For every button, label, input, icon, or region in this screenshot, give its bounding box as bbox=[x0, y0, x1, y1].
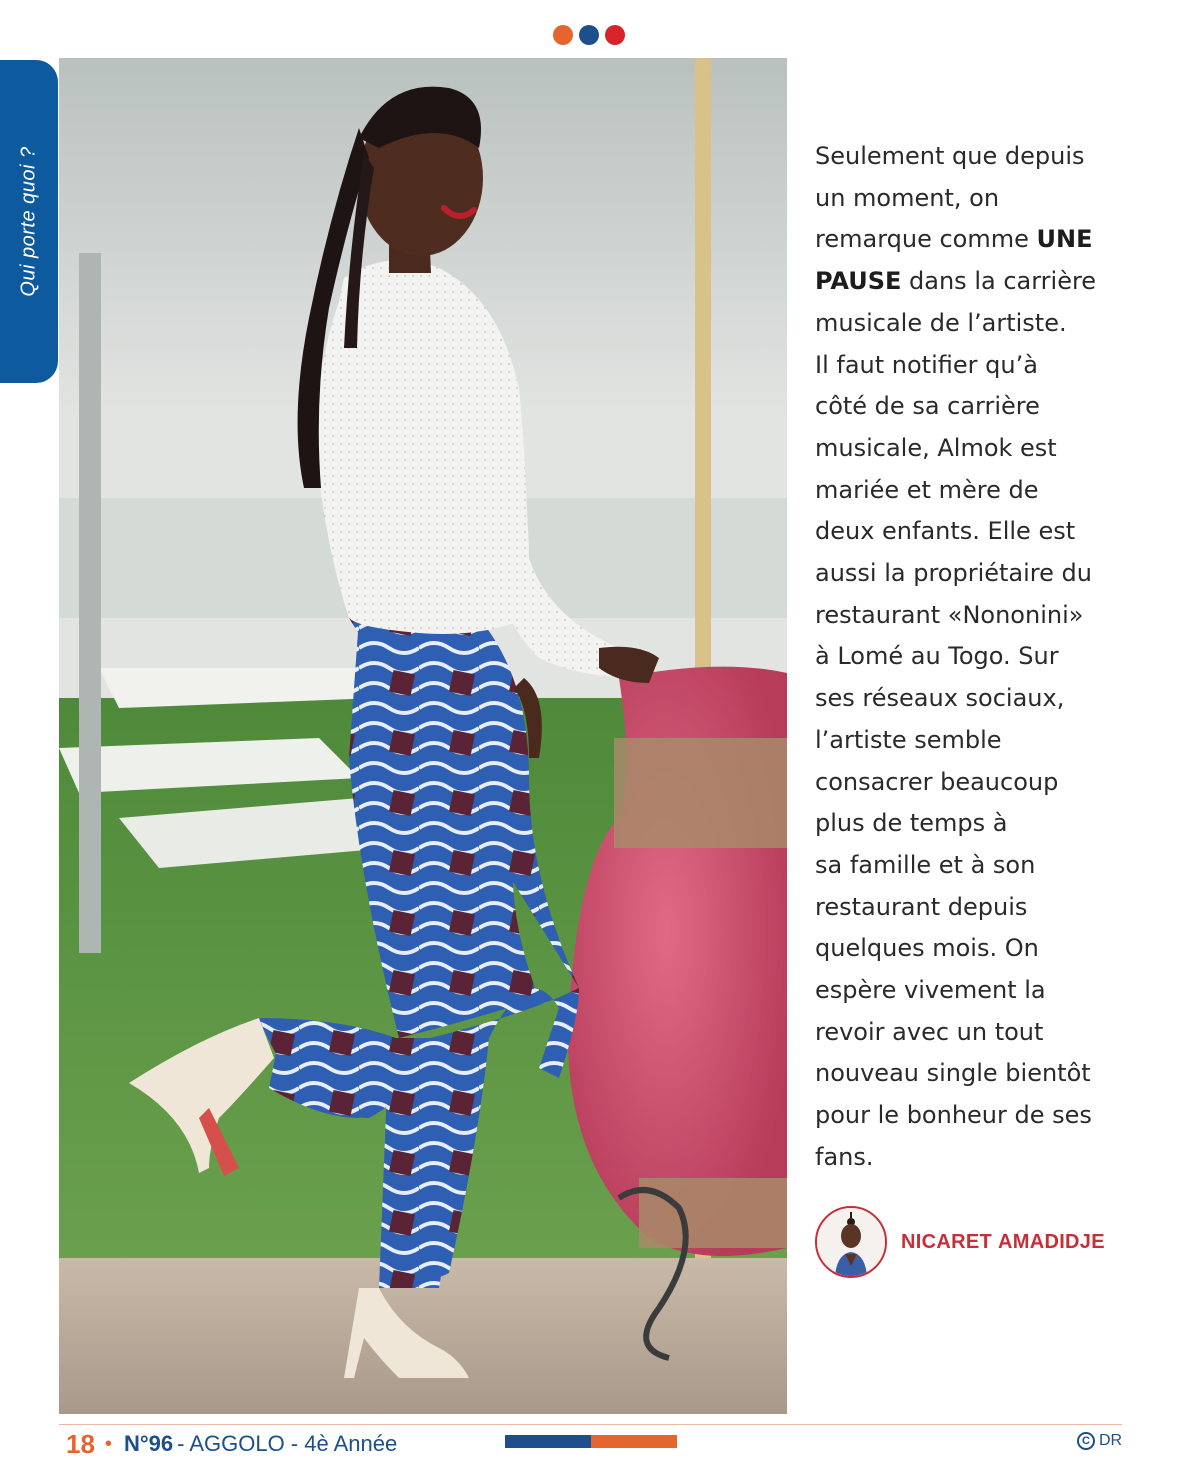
article-line: ses réseaux sociaux, bbox=[815, 684, 1065, 713]
article-text: dans la carrière bbox=[909, 267, 1097, 296]
dot-red bbox=[605, 25, 625, 45]
article-line: un moment, on bbox=[815, 183, 1000, 212]
article-line: l’artiste semble bbox=[815, 725, 1002, 754]
footer-bar-orange bbox=[591, 1435, 677, 1448]
article-line: fans. bbox=[815, 1142, 874, 1171]
article-body bbox=[815, 136, 1135, 1179]
article-line: Seulement que depuis bbox=[815, 142, 1085, 170]
article-line: quelques mois. On bbox=[815, 934, 1039, 963]
section-label: Qui porte quoi ? bbox=[17, 146, 40, 297]
article-line bbox=[815, 219, 1135, 261]
article-line: revoir avec un tout bbox=[815, 1017, 1044, 1046]
section-tab bbox=[0, 60, 58, 383]
dot-blue bbox=[579, 25, 599, 45]
footer-divider bbox=[59, 1424, 1122, 1425]
article-line: espère vivement la bbox=[815, 976, 1046, 1005]
page-footer bbox=[66, 1427, 397, 1461]
author-last-name: AMADIDJE bbox=[998, 1230, 1105, 1253]
magazine-info: - AGGOLO - 4è Année bbox=[177, 1431, 398, 1456]
article-line: sa famille et à son bbox=[815, 850, 1036, 879]
article-paragraph bbox=[815, 136, 1135, 1179]
header-dots bbox=[553, 25, 625, 45]
page-number: 18 bbox=[66, 1428, 95, 1459]
article-line: deux enfants. Elle est bbox=[815, 517, 1076, 546]
author-avatar bbox=[815, 1206, 887, 1278]
article-text: remarque comme bbox=[815, 225, 1037, 254]
author-byline bbox=[815, 1206, 1105, 1278]
article-line bbox=[815, 261, 1135, 303]
issue-number: N°96 bbox=[123, 1431, 174, 1456]
article-line: restaurant depuis bbox=[815, 892, 1028, 921]
article-line: Il faut notifier qu’à bbox=[815, 350, 1038, 379]
author-first-name: NICARET bbox=[901, 1230, 992, 1253]
photo-credit bbox=[1077, 1432, 1122, 1450]
credit-text: DR bbox=[1099, 1432, 1123, 1449]
footer-bar-blue bbox=[505, 1435, 591, 1448]
article-line: aussi la propriétaire du bbox=[815, 559, 1092, 588]
article-line: mariée et mère de bbox=[815, 475, 1039, 504]
article-emphasis: UNE bbox=[1036, 225, 1093, 254]
article-line: musicale, Almok est bbox=[815, 433, 1057, 462]
footer-bullet: • bbox=[104, 1432, 112, 1455]
footer-color-bar bbox=[505, 1435, 677, 1448]
article-line: à Lomé au Togo. Sur bbox=[815, 642, 1059, 671]
dot-orange bbox=[553, 25, 573, 45]
article-line: plus de temps à bbox=[815, 809, 1008, 838]
article-emphasis: PAUSE bbox=[815, 267, 902, 296]
copyright-icon: C bbox=[1077, 1432, 1095, 1450]
article-line: pour le bonheur de ses bbox=[815, 1101, 1092, 1130]
article-line: restaurant «Nononini» bbox=[815, 600, 1084, 629]
article-line: musicale de l’artiste. bbox=[815, 308, 1067, 337]
article-line: consacrer beaucoup bbox=[815, 767, 1059, 796]
author-name bbox=[901, 1231, 1105, 1254]
article-photo bbox=[59, 58, 787, 1414]
article-line: nouveau single bientôt bbox=[815, 1059, 1091, 1088]
article-line: côté de sa carrière bbox=[815, 392, 1040, 421]
